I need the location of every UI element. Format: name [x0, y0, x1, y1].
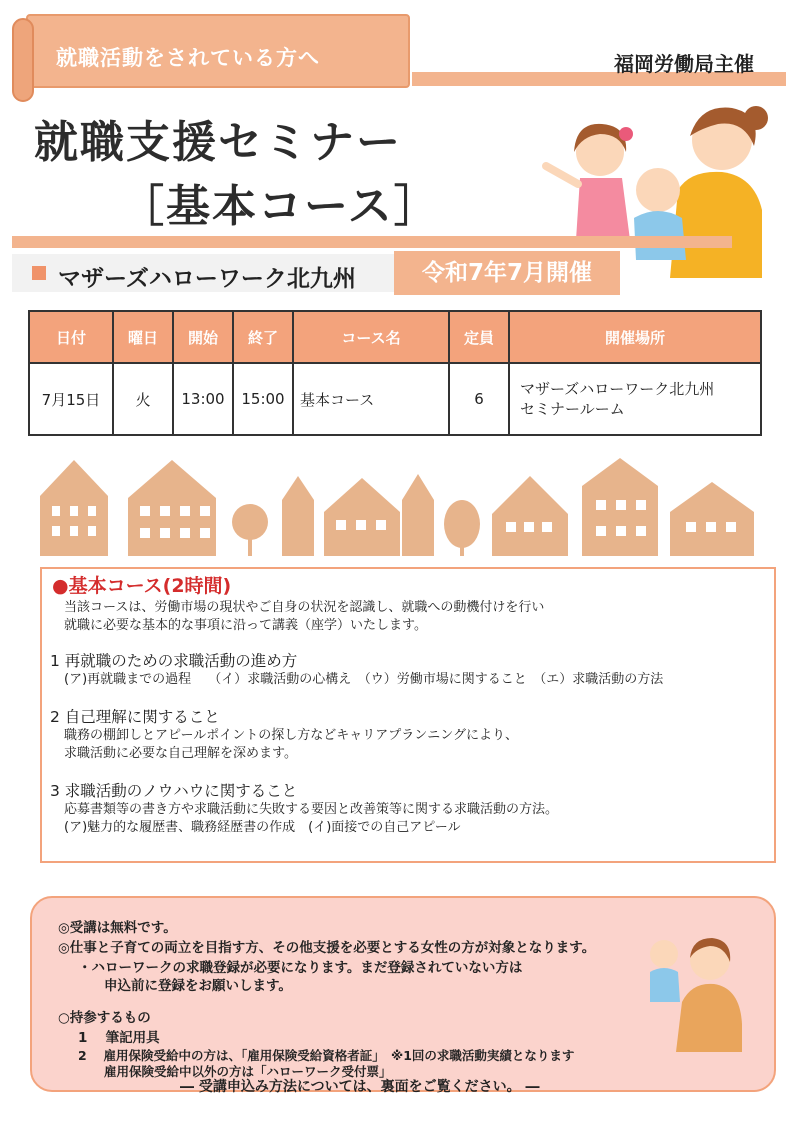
mother-body — [676, 984, 742, 1052]
info-free: ◎受講は無料です。 — [58, 920, 177, 936]
section-1-body: (ア)再就職までの過程 （イ）求職活動の心構え （ウ）労働市場に関すること （エ）求職活動の方法 — [64, 672, 664, 687]
info-bring-heading: ○持参するもの — [58, 1010, 151, 1026]
cell-capacity: 6 — [449, 363, 509, 435]
cell-end: 15:00 — [233, 363, 293, 435]
table-header-row — [29, 311, 761, 363]
course-intro-line-1: 当該コースは、労働市場の現状やご自身の状況を認識し、就職への動機付けを行い — [64, 600, 545, 615]
info-target: ◎仕事と子育ての両立を目指す方、その他支援を必要とする女性の方が対象となります。 — [58, 940, 596, 956]
venue-line-2: セミナールーム — [520, 400, 625, 418]
tower-1 — [282, 476, 314, 556]
info-item-2: 2 雇用保険受給中の方は、「雇用保険受給資格者証」 ※1回の求職活動実績となります — [78, 1048, 575, 1063]
page-title: 就職支援セミナー — [34, 117, 402, 168]
course-description-box — [40, 567, 776, 863]
course-intro-line-2: 就職に必要な基本的な事項に沿って講義（座学）いたします。 — [64, 618, 427, 633]
building-3 — [324, 478, 400, 556]
course-heading: ●基本コース(2時間) — [52, 575, 232, 597]
cell-weekday: 火 — [113, 363, 173, 435]
cell-course: 基本コース — [293, 363, 449, 435]
tree-2-trunk — [460, 540, 464, 556]
page-subtitle: ［基本コース］ — [120, 181, 440, 232]
baby-outfit — [650, 968, 680, 1002]
section-3-body-line-1: 応募書類等の書き方や求職活動に失敗する要因と改善策等に関する求職活動の方法。 — [64, 802, 559, 817]
cell-date: 7月15日 — [29, 363, 113, 435]
banner-text: 就職活動をされている方へ — [56, 46, 320, 70]
baby-head — [636, 168, 680, 212]
header-course: コース名 — [293, 311, 449, 363]
townscape-illustration — [30, 456, 770, 556]
header-capacity: 定員 — [449, 311, 509, 363]
baby-head — [650, 940, 678, 968]
header-end: 終了 — [233, 311, 293, 363]
location-name: マザーズハローワーク北九州 — [58, 266, 356, 292]
section-2-body-line-2: 求職活動に必要な自己理解を深めます。 — [64, 746, 297, 761]
building-6 — [670, 482, 754, 556]
section-2-body-line-1: 職務の棚卸しとアピールポイントの探し方などキャリアプランニングにより、 — [64, 728, 518, 743]
header-weekday: 曜日 — [113, 311, 173, 363]
section-2-title: 2 自己理解に関すること — [50, 708, 220, 726]
cell-venue — [509, 363, 761, 435]
info-registration-1: ・ハローワークの求職登録が必要になります。まだ登録されていない方は — [78, 960, 523, 976]
section-3-body — [64, 801, 558, 837]
section-2-body — [64, 727, 518, 763]
bullet-square-icon — [32, 266, 46, 280]
course-intro — [64, 599, 544, 635]
date-label: 令和7年7月開催 — [394, 251, 620, 295]
tower-2 — [402, 474, 434, 556]
girl-dress — [576, 178, 630, 240]
schedule-table — [28, 310, 762, 436]
title-divider — [12, 236, 732, 248]
info-item-2b: 雇用保険受給中以外の方は「ハローワーク受付票」 — [104, 1064, 392, 1079]
tree-1-trunk — [248, 530, 252, 556]
location-bar — [12, 254, 412, 292]
building-4 — [492, 476, 568, 556]
section-3-body-line-2: (ア)魅力的な履歴書、職務経歴書の作成 (イ)面接での自己アピール — [64, 820, 461, 835]
girl-arm — [546, 166, 578, 184]
header-venue: 開催場所 — [509, 311, 761, 363]
mother-bun — [744, 106, 768, 130]
mother-baby-illustration — [636, 932, 746, 1052]
footer-note: ― 受講申込み方法については、裏面をご覧ください。 ― — [180, 1079, 540, 1095]
header-banner — [12, 14, 412, 88]
header-start: 開始 — [173, 311, 233, 363]
info-registration-2: 申込前に登録をお願いします。 — [104, 978, 292, 994]
banner-scroll-curl — [12, 18, 34, 102]
table-row — [29, 363, 761, 435]
cell-start: 13:00 — [173, 363, 233, 435]
section-3-title: 3 求職活動のノウハウに関すること — [50, 782, 298, 800]
venue-line-1: マザーズハローワーク北九州 — [520, 380, 715, 398]
mother-body — [670, 172, 762, 278]
header-date: 日付 — [29, 311, 113, 363]
girl-ribbon — [619, 127, 633, 141]
section-1-title: 1 再就職のための求職活動の進め方 — [50, 652, 298, 670]
info-item-1: 1 筆記用具 — [78, 1030, 160, 1046]
organizer: 福岡労働局主催 — [614, 52, 754, 76]
